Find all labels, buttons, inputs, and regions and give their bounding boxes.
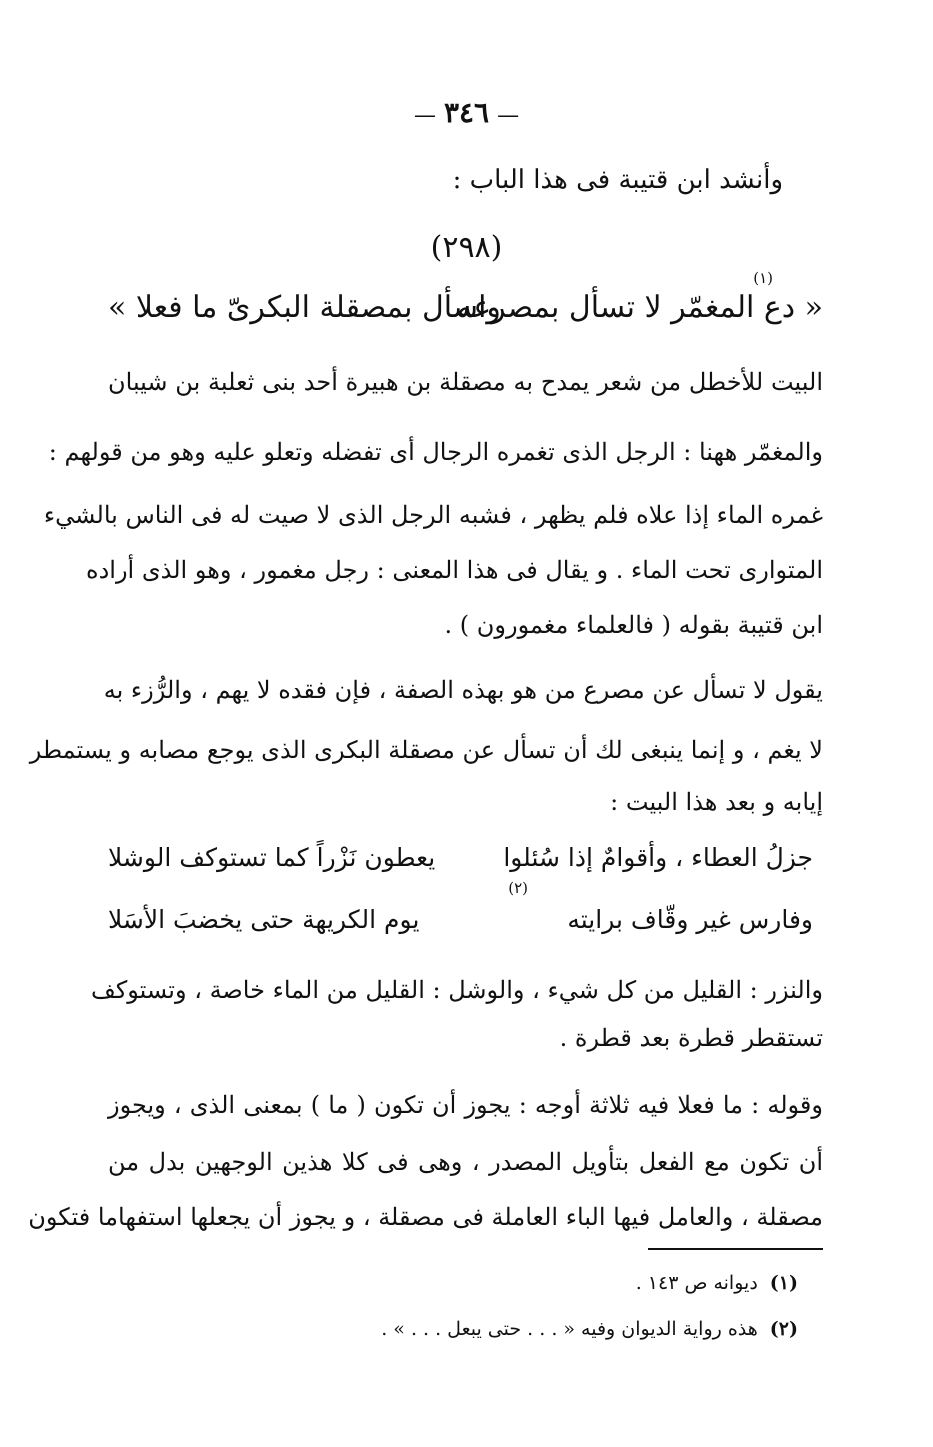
paragraph-3-line-2: تستقطر قطرة بعد قطرة .	[559, 1024, 823, 1052]
paragraph-4-line-3: مصقلة ، والعامل فيها الباء العاملة فى مصقلة ، و يجوز أن يجعلها استفهاما فتكون	[28, 1203, 823, 1231]
page-number-dash-right: —	[413, 103, 436, 128]
footnote-marker-2: (٢)	[508, 879, 528, 897]
page-number	[0, 96, 933, 129]
main-verse-hemistich-2: واسأل بمصقلة البكرىّ ما فعلا »	[108, 290, 501, 325]
couplet-1	[108, 843, 813, 883]
page-number-text: ٣٤٦	[443, 96, 490, 129]
footnote-2-text: هذه رواية الديوان وفيه « . . . حتى يبعل . . . » .	[381, 1318, 758, 1340]
footnote-divider	[648, 1248, 823, 1250]
paragraph-2-line-1: يقول لا تسأل عن مصرع من هو بهذه الصفة ، فإن فقده لا يهم ، والرُّزء به	[103, 676, 823, 704]
main-verse-hemistich-1: « دع المغمّر لا تسأل بمصرعه	[457, 290, 823, 325]
main-verse	[108, 290, 823, 340]
footnote-1-text: ديوانه ص ١٤٣ .	[635, 1272, 758, 1294]
couplet-2	[108, 905, 813, 945]
footnote-1-number: (١)	[769, 1272, 798, 1294]
couplet-2-hemistich-2: يوم الكريهة حتى يخضبَ الأسَلا	[108, 905, 420, 934]
verse-number: (٢٩٨)	[430, 230, 503, 265]
paragraph-4-line-2: أن تكون مع الفعل بتأويل المصدر ، وهى فى كلا هذين الوجهين بدل من	[108, 1148, 824, 1176]
paragraph-3-line-1: والنزر : القليل من كل شيء ، والوشل : القليل من الماء خاصة ، وتستوكف	[90, 976, 823, 1004]
footnote-2-number: (٢)	[769, 1318, 798, 1340]
footnote-1	[636, 1272, 798, 1294]
couplet-1-hemistich-1: جزلُ العطاء ، وأقوامٌ إذا سُئلوا	[503, 843, 813, 872]
paragraph-2-line-2: لا يغم ، و إنما ينبغى لك أن تسأل عن مصقلة البكرى الذى يوجع مصابه و يستمطر	[29, 736, 823, 764]
paragraph-1-line-5: ابن قتيبة بقوله ( فالعلماء مغمورون ) .	[444, 611, 823, 639]
footnote-marker-1: (١)	[753, 269, 773, 287]
paragraph-2-line-3: إيابه و بعد هذا البيت :	[610, 788, 823, 816]
intro-line: وأنشد ابن قتيبة فى هذا الباب :	[452, 165, 783, 195]
paragraph-1-line-3: غمره الماء إذا علاه فلم يظهر ، فشبه الرجل الذى لا صيت له فى الناس بالشيء	[43, 501, 823, 529]
couplet-1-hemistich-2: يعطون نَزْراً كما تستوكف الوشلا	[108, 843, 436, 872]
footnote-2	[381, 1318, 798, 1340]
paragraph-4-line-1: وقوله : ما فعلا فيه ثلاثة أوجه : يجوز أن تكون ( ما ) بمعنى الذى ، ويجوز	[108, 1091, 823, 1119]
page-number-dash-left: —	[497, 103, 520, 128]
paragraph-1-line-4: المتوارى تحت الماء . و يقال فى هذا المعنى : رجل مغمور ، وهو الذى أراده	[86, 556, 823, 584]
couplet-2-hemistich-1: وفارس غير وقّاف برايته	[567, 905, 813, 934]
paragraph-1-line-2: والمغمّر ههنا : الرجل الذى تغمره الرجال أى تفضله وتعلو عليه وهو من قولهم :	[48, 438, 823, 466]
paragraph-1-line-1: البيت للأخطل من شعر يمدح به مصقلة بن هبيرة أحد بنى ثعلبة بن شيبان	[108, 368, 823, 396]
